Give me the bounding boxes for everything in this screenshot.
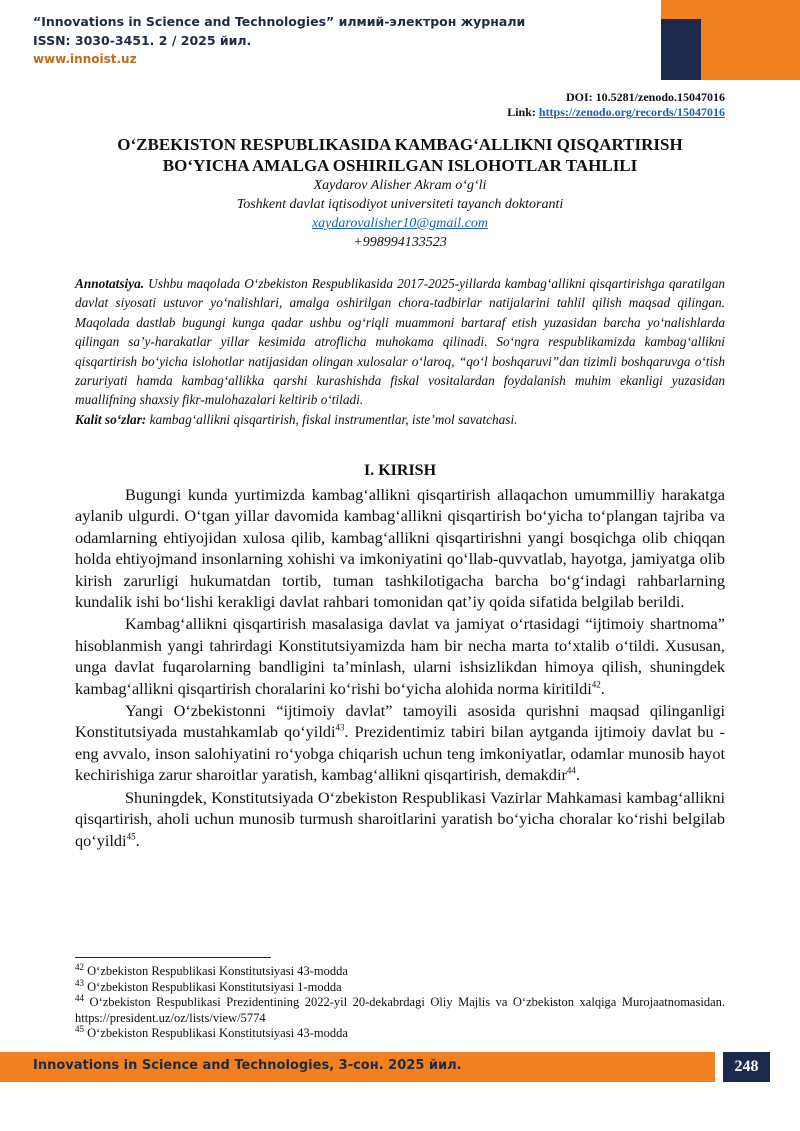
- footnote-text: O‘zbekiston Respublikasi Konstitutsiyasi 43-modda: [84, 1026, 348, 1040]
- footnote-text: O‘zbekiston Respublikasi Konstitutsiyasi 43-modda: [84, 964, 348, 978]
- paragraph-3-text-a: Yangi O‘zbekistonni “ijtimoiy davlat” tamoyili asosida qurishni maqsad qilinganligi Konstitutsiyada mustahkamlab qo‘yildi: [75, 701, 725, 742]
- footnote-item: [75, 961, 725, 980]
- author-block: [60, 176, 740, 252]
- footer-journal-name: Innovations in Science and Technologies, 3-сон. 2025 йил.: [33, 1058, 462, 1073]
- paragraph-3-end: .: [575, 765, 580, 785]
- abstract-text: Ushbu maqolada O‘zbekiston Respublikasida 2017-2025-yillarda kambag‘allikni qisqartirishga qaratilgan davlat siyosati ustuvor yo‘nalishlari, amalga oshirilgan chora-tadbirlar natijalarini tahlil qilish maqsad qilingan. Maqolada dastlab bugungi kunga qadar ushbu og‘riqli muammoni bartaraf etish yuzasidan barcha yo‘nalishlarda qilingan sa’y-harakatlar yillar kesimida atroflicha muhokama qilinadi. So‘ngra respublikamizda kambag‘allikni qisqartirish bo‘yicha islohotlar natijasidan olingan xulosalar o‘laroq, “qo‘l boshqaruvi”dan tizimli boshqaruvga o‘tish zaruriyati hamda kambag‘allikka qarshi kurashishda fiskal vositalardan foydalanish muhim ekanligi yuzasidan muallifning shaxsiy fikr-mulohazalari keltirib o‘tiladi.: [75, 276, 725, 408]
- footnote-text: O‘zbekiston Respublikasi Konstitutsiyasi 1-modda: [84, 979, 342, 994]
- paragraph-3-text-b: . Prezidentimiz tabiri bilan aytganda ijtimoiy davlat bu - eng avvalo, inson salohiyatini ro‘yobga chiqarish uchun teng imkoniyatlar, odamlar munosib hayot kechirishiga zarur sharoitlar yaratish, kambag‘allikni qisqartirish, demakdir: [75, 722, 725, 785]
- author-name: Xaydarov Alisher Akram o‘g‘li: [313, 178, 487, 193]
- doi-block: [507, 90, 725, 120]
- header-orange-decoration: [701, 0, 800, 80]
- link-prefix: Link:: [507, 105, 539, 119]
- footnote-ref-44[interactable]: 44: [566, 765, 576, 776]
- body-paragraph-3: [75, 700, 725, 786]
- paragraph-4-end: .: [135, 830, 140, 850]
- footnote-item: [75, 1023, 725, 1042]
- body-paragraph-1: Bugungi kunda yurtimizda kambag‘allikni qisqartirish allaqachon umummilliy harakatga aylanib ulgurdi. O‘tgan yillar davomida kambag‘allikni qisqartirish bo‘yicha to‘plangan tajriba va odamlarning ehtiyojidan xulosa qilib, kambag‘allikni qisqartirishni yangi bosqichga olib chiqqan holda ehtiyojmand insonlarning xohishi va imkoniyatini qo‘llab-quvvatlab, hayotga, jamiyatga olib kirish zarurligi hukumatdan tortib, tuman tashkilotigacha barcha bo‘g‘indagi rahbarlarning kundalik ishi bo‘lishi kerakligi davlat rahbari tomonidan qat’iy qoida sifatida belgilab berildi.: [75, 485, 725, 612]
- keywords-line: [75, 410, 725, 429]
- section-heading: I. KIRISH: [363, 462, 437, 479]
- footnote-divider: [75, 957, 271, 958]
- body-paragraph-4: [75, 787, 725, 851]
- page-footer: [0, 1052, 800, 1082]
- footnote-item: [75, 992, 725, 1026]
- journal-url[interactable]: www.innoist.uz: [33, 52, 137, 66]
- article-body: [75, 484, 725, 852]
- author-affiliation: Toshkent davlat iqtisodiyot universiteti tayanch doktoranti: [236, 197, 564, 212]
- paragraph-2-text: Kambag‘allikni qisqartirish masalasiga davlat va jamiyat o‘rtasidagi “ijtimoiy shartnoma” hisoblanmish yangi tahrirdagi Konstitutsiyamizda ham bir necha marta to‘xtalib o‘tildi. Xususan, unga davlat fuqarolarning bandligini ta’minlash, ularni ishsizlikdan himoya qilish, shuningdek kambag‘allikni qisqartirish choralarini ko‘rishi bo‘yicha alohida norma kiritildi: [75, 614, 725, 698]
- abstract-label: Annotatsiya.: [75, 276, 145, 291]
- page-number: 248: [723, 1052, 770, 1082]
- article-title: [60, 134, 740, 176]
- paragraph-2-end: .: [600, 678, 605, 698]
- author-phone: +998994133523: [353, 235, 447, 250]
- abstract-paragraph: [75, 274, 725, 410]
- body-paragraph-2: [75, 613, 725, 699]
- doi-label: DOI: 10.5281/zenodo.15047016: [566, 90, 725, 104]
- footnote-ref-43[interactable]: 43: [335, 723, 345, 734]
- keywords-label: Kalit so‘zlar:: [75, 411, 147, 427]
- footnotes: [75, 961, 725, 1042]
- footnote-ref-42[interactable]: 42: [591, 679, 601, 690]
- footnote-number: 42: [75, 961, 84, 972]
- footnote-number: 43: [75, 977, 84, 988]
- journal-info: [33, 12, 525, 69]
- keywords-text: kambag‘allikni qisqartirish, fiskal instrumentlar, iste’mol savatchasi.: [146, 411, 518, 427]
- footnote-text: O‘zbekiston Respublikasi Prezidentining 2022-yil 20-dekabrdagi Oliy Majlis va O‘zbekiston xalqiga Murojaatnomasidan. https://president.uz/oz/lists/view/5774: [75, 995, 725, 1025]
- title-line-2: BO‘YICHA AMALGA OSHIRILGAN ISLOHOTLAR TAHLILI: [162, 156, 638, 175]
- journal-header: [0, 0, 800, 80]
- abstract: [75, 274, 725, 429]
- footnote-number: 44: [75, 992, 84, 1003]
- footnote-ref-45[interactable]: 45: [126, 831, 136, 842]
- zenodo-link[interactable]: https://zenodo.org/records/15047016: [538, 105, 725, 119]
- footnote-number: 45: [75, 1023, 84, 1034]
- author-email-link[interactable]: xaydarovalisher10@gmail.com: [311, 216, 489, 231]
- journal-issn: ISSN: 3030-3451. 2 / 2025 йил.: [33, 33, 252, 48]
- footnote-item: [75, 977, 725, 996]
- paragraph-4-text: Shuningdek, Konstitutsiyada O‘zbekiston Respublikasi Vazirlar Mahkamasi kambag‘allikni qisqartirish, aholi uchun munosib turmush sharoitlarini yaratish bo‘yicha choralar ko‘rishi belgilab qo‘yildi: [75, 787, 725, 850]
- doi-link-line: [507, 105, 725, 120]
- journal-title: “Innovations in Science and Technologies” илмий-электрон журнали: [33, 14, 526, 29]
- title-line-1: O‘ZBEKISTON RESPUBLIKASIDA KAMBAG‘ALLIKNI QISQARTIRISH: [117, 135, 683, 154]
